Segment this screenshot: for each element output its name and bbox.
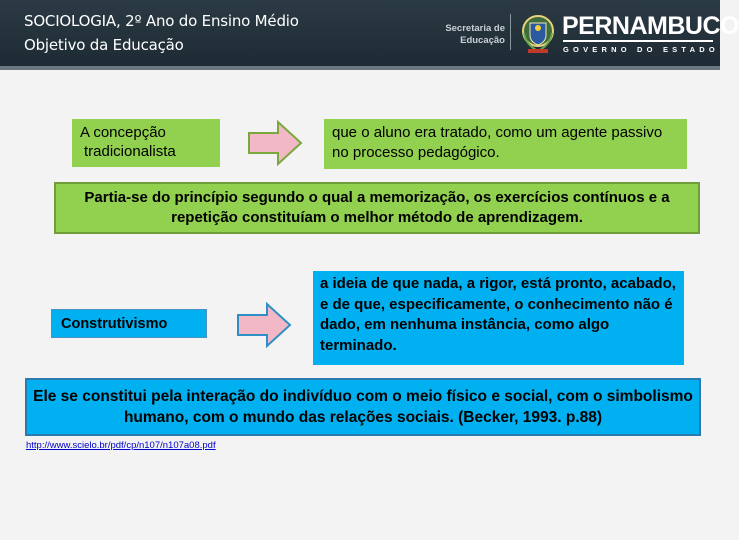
- traditional-concept-line1: A concepção: [80, 124, 166, 141]
- passive-agent-box: que o aluno era tratado, como um agente passivo no processo pedagógico.: [324, 119, 687, 169]
- traditional-concept-box: [72, 119, 220, 167]
- right-arrow-icon: [237, 303, 291, 347]
- header: [0, 0, 739, 68]
- constructivism-box: Construtivismo: [51, 309, 207, 338]
- educacao-label: Educação: [460, 35, 505, 46]
- traditional-concept-line2: tradicionalista: [84, 143, 176, 160]
- coat-of-arms-icon: [518, 11, 558, 55]
- course-title: SOCIOLOGIA, 2º Ano do Ensino Médio: [24, 12, 299, 30]
- becker-quote-box: Ele se constitui pela interação do indivíduo com o meio físico e social, com o simbolismo humano, com o mundo das relações sociais. (Becker, 1993. p.88): [25, 378, 701, 436]
- memorization-principle-box: Partia-se do princípio segundo o qual a memorização, os exercícios contínuos e a repetição constituíam o melhor método de aprendizagem.: [54, 182, 700, 234]
- knowledge-idea-box: a ideia de que nada, a rigor, está pronto, acabado, e de que, especificamente, o conhecimento não é dado, em nenhuma instância, como algo terminado.: [313, 271, 684, 365]
- header-bottom-border: [0, 66, 720, 70]
- state-underline: [563, 40, 713, 42]
- source-link[interactable]: http://www.scielo.br/pdf/cp/n107/n107a08.pdf: [26, 440, 216, 451]
- logo-divider: [510, 14, 511, 50]
- state-government-label: GOVERNO DO ESTADO: [563, 45, 719, 54]
- secretaria-label: Secretaria de: [445, 23, 505, 34]
- state-name: PERNAMBUCO: [562, 12, 739, 40]
- government-logo: [445, 0, 739, 66]
- slide-subtitle: Objetivo da Educação: [24, 36, 184, 54]
- right-arrow-icon: [248, 121, 302, 165]
